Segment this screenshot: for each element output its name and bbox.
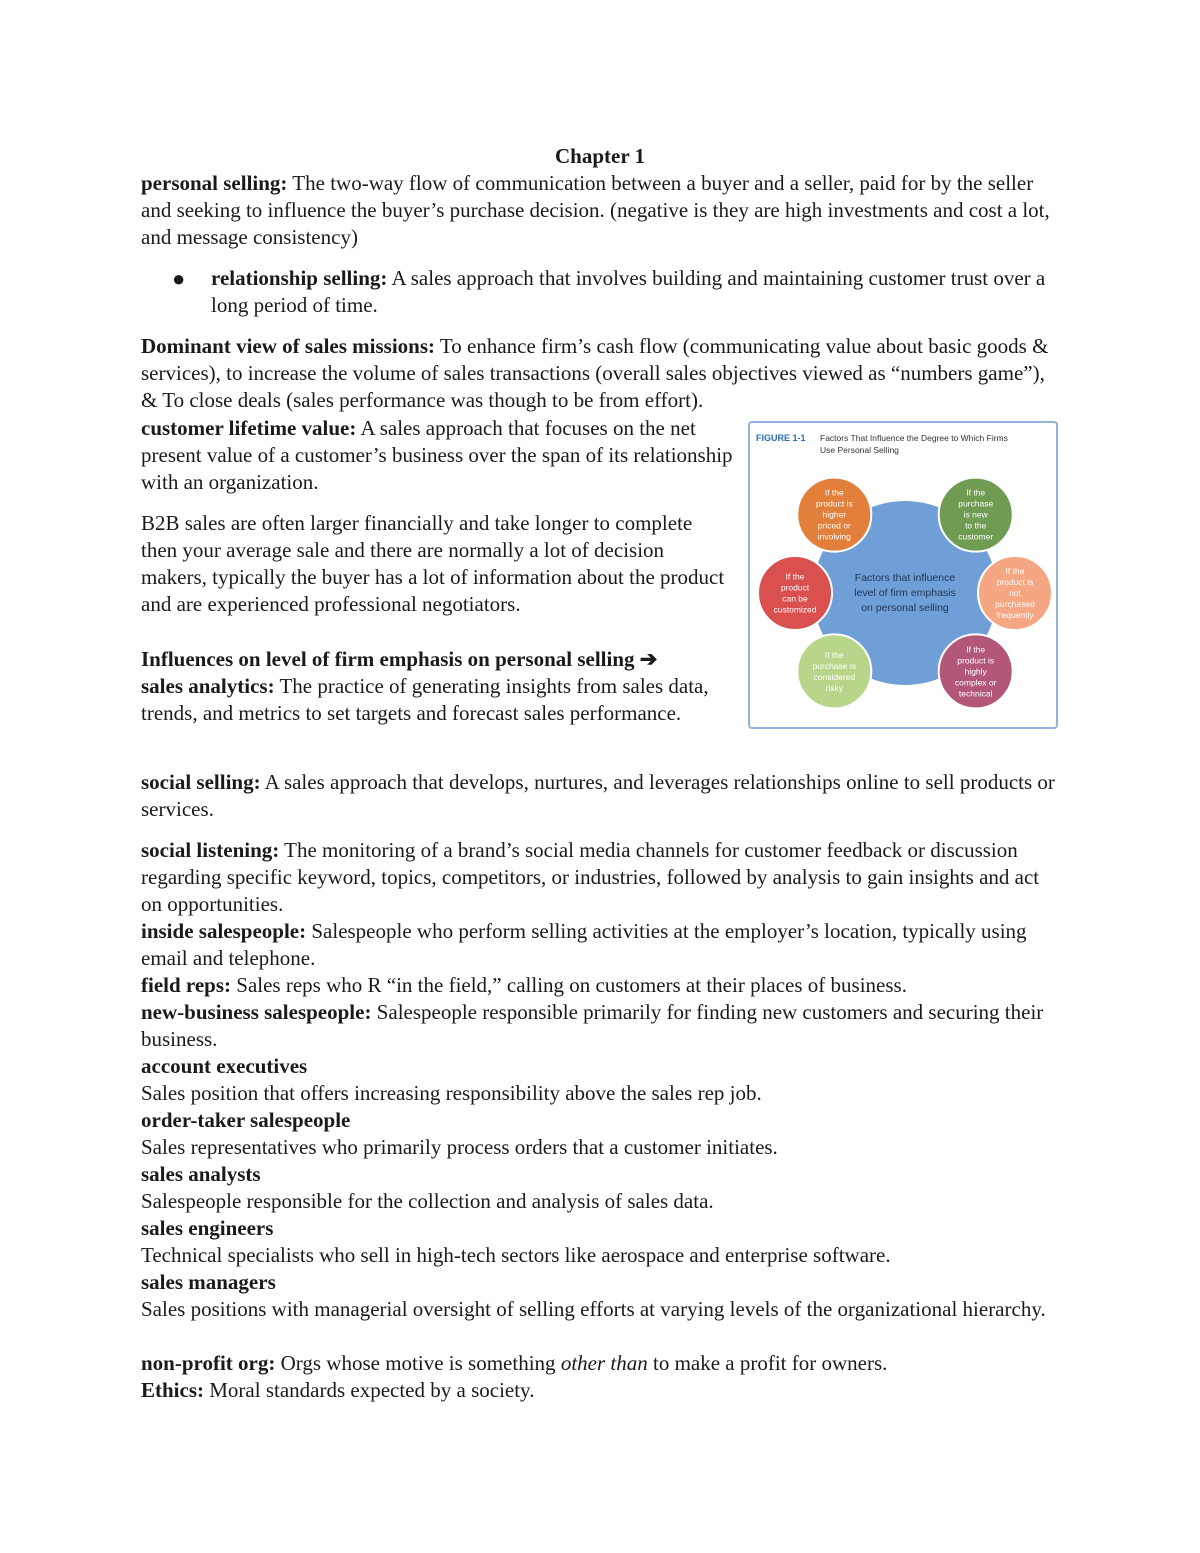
term-personal-selling: personal selling: xyxy=(141,171,288,195)
term-sales-analytics: sales analytics: xyxy=(141,674,275,698)
term-customer-lifetime-value: customer lifetime value: xyxy=(141,416,357,440)
term-order-taker-salespeople: order-taker salespeople xyxy=(141,1108,351,1132)
definition-account-executives: Sales position that offers increasing responsibility above the sales rep job. xyxy=(141,1081,762,1105)
center-label: Factors that influence level of firm emphasis on personal selling xyxy=(854,572,956,614)
definition-sales-engineers: Technical specialists who sell in high-tech sectors like aerospace and enterprise software. xyxy=(141,1243,891,1267)
definition-ethics: Moral standards expected by a society. xyxy=(204,1378,535,1402)
paragraph-new-business-salespeople xyxy=(141,999,1061,1053)
paragraph-inside-salespeople xyxy=(141,918,1061,972)
definition-field-reps: Sales reps who R “in the field,” calling on customers at their places of business. xyxy=(231,973,907,997)
paragraph-b2b-sales xyxy=(141,510,726,618)
definition-social-selling: A sales approach that develops, nurtures, and leverages relationships online to sell products or services. xyxy=(141,770,1055,821)
definition-sales-analytics: The practice of generating insights from sales data, trends, and metrics to set targets and forecast sales performance. xyxy=(141,674,709,725)
factor-label-lightgreen: If the purchase is considered risky xyxy=(812,649,857,693)
factor-label-green: If the purchase is new to the customer xyxy=(958,487,994,542)
paragraph-non-profit-org xyxy=(141,1350,1061,1377)
paragraph-customer-lifetime-value xyxy=(141,415,736,496)
figure-caption-line2: Use Personal Selling xyxy=(820,445,899,455)
term-dominant-view: Dominant view of sales missions: xyxy=(141,334,436,358)
definition-non-profit-italic: other than xyxy=(560,1351,648,1375)
term-ethics: Ethics: xyxy=(141,1378,204,1402)
definition-non-profit-before: Orgs whose motive is something xyxy=(275,1351,561,1375)
chapter-title: Chapter 1 xyxy=(554,144,646,168)
figure-1-1 xyxy=(748,421,1058,729)
bullet-dot-icon: ● xyxy=(172,266,186,291)
paragraph-dominant-view xyxy=(141,333,1061,414)
term-inside-salespeople: inside salespeople: xyxy=(141,919,307,943)
definition-order-taker-salespeople: Sales representatives who primarily process orders that a customer initiates. xyxy=(141,1135,778,1159)
definition-personal-selling: The two-way flow of communication between a buyer and a seller, paid for by the seller and seeking to influence the buyer’s purchase decision. (negative is they are high investments and cost a lot, and message consistency) xyxy=(141,171,1050,249)
definition-sales-managers: Sales positions with managerial oversight of selling efforts at varying levels of the organizational hierarchy. xyxy=(141,1297,1046,1321)
term-social-selling: social selling: xyxy=(141,770,261,794)
definition-dominant-view: To enhance firm’s cash flow (communicating value about basic goods & services), to increase the volume of sales transactions (overall sales objectives viewed as “numbers game”), & To close deals (sales performance was though to be from effort). xyxy=(141,334,1049,412)
paragraph-social-listening xyxy=(141,837,1061,918)
paragraph-field-reps xyxy=(141,972,1061,999)
definition-relationship-selling: A sales approach that involves building and maintaining customer trust over a long period of time. xyxy=(211,266,1046,317)
term-sales-engineers: sales engineers xyxy=(141,1216,274,1240)
factor-label-red: If the product can be customized xyxy=(773,571,817,615)
term-sales-analysts: sales analysts xyxy=(141,1162,261,1186)
term-sales-managers: sales managers xyxy=(141,1270,276,1294)
term-field-reps: field reps: xyxy=(141,973,232,997)
definition-social-listening: The monitoring of a brand’s social media channels for customer feedback or discussion regarding specific keyword, topics, competitors, or industries, followed by analysis to gain insights and act on opportunities. xyxy=(141,838,1040,916)
definition-sales-analysts: Salespeople responsible for the collection and analysis of sales data. xyxy=(141,1189,714,1213)
term-social-listening: social listening: xyxy=(141,838,280,862)
text-b2b-sales: B2B sales are often larger financially and take longer to complete then your average sale and there are normally a lot of decision makers, typically the buyer has a lot of information about the product and are experienced professional negotiators. xyxy=(141,511,725,616)
paragraph-ethics xyxy=(141,1377,1061,1404)
definition-new-business-salespeople: Salespeople responsible primarily for finding new customers and securing their business. xyxy=(141,1000,1044,1051)
paragraph-personal-selling xyxy=(141,170,1061,251)
term-non-profit-org: non-profit org: xyxy=(141,1351,276,1375)
paragraph-social-selling xyxy=(141,769,1061,823)
paragraph-influences xyxy=(141,646,741,673)
arrow-right-icon: ➔ xyxy=(639,647,658,671)
figure-caption-line1: Factors That Influence the Degree to Which Firms xyxy=(820,433,1008,443)
term-new-business-salespeople: new-business salespeople: xyxy=(141,1000,372,1024)
bullet-relationship-selling xyxy=(211,265,1051,319)
term-influences: Influences on level of firm emphasis on personal selling xyxy=(141,647,635,671)
definition-non-profit-after: to make a profit for owners. xyxy=(647,1351,888,1375)
definition-customer-lifetime-value: A sales approach that focuses on the net present value of a customer’s business over the span of its relationship with an organization. xyxy=(141,416,733,494)
factor-label-purple: If the product is highly complex or technical xyxy=(954,644,997,699)
factor-label-orange: If the product is higher priced or involving xyxy=(815,487,853,542)
factors-diagram xyxy=(750,423,1056,727)
term-account-executives: account executives xyxy=(141,1054,308,1078)
figure-label: FIGURE 1-1 xyxy=(756,433,806,443)
paragraph-sales-analytics xyxy=(141,673,736,727)
factor-label-peach: If the product is not purchased frequently xyxy=(995,566,1035,620)
definition-inside-salespeople: Salespeople who perform selling activities at the employer’s location, typically using email and telephone. xyxy=(141,919,1027,970)
term-relationship-selling: relationship selling: xyxy=(211,266,388,290)
